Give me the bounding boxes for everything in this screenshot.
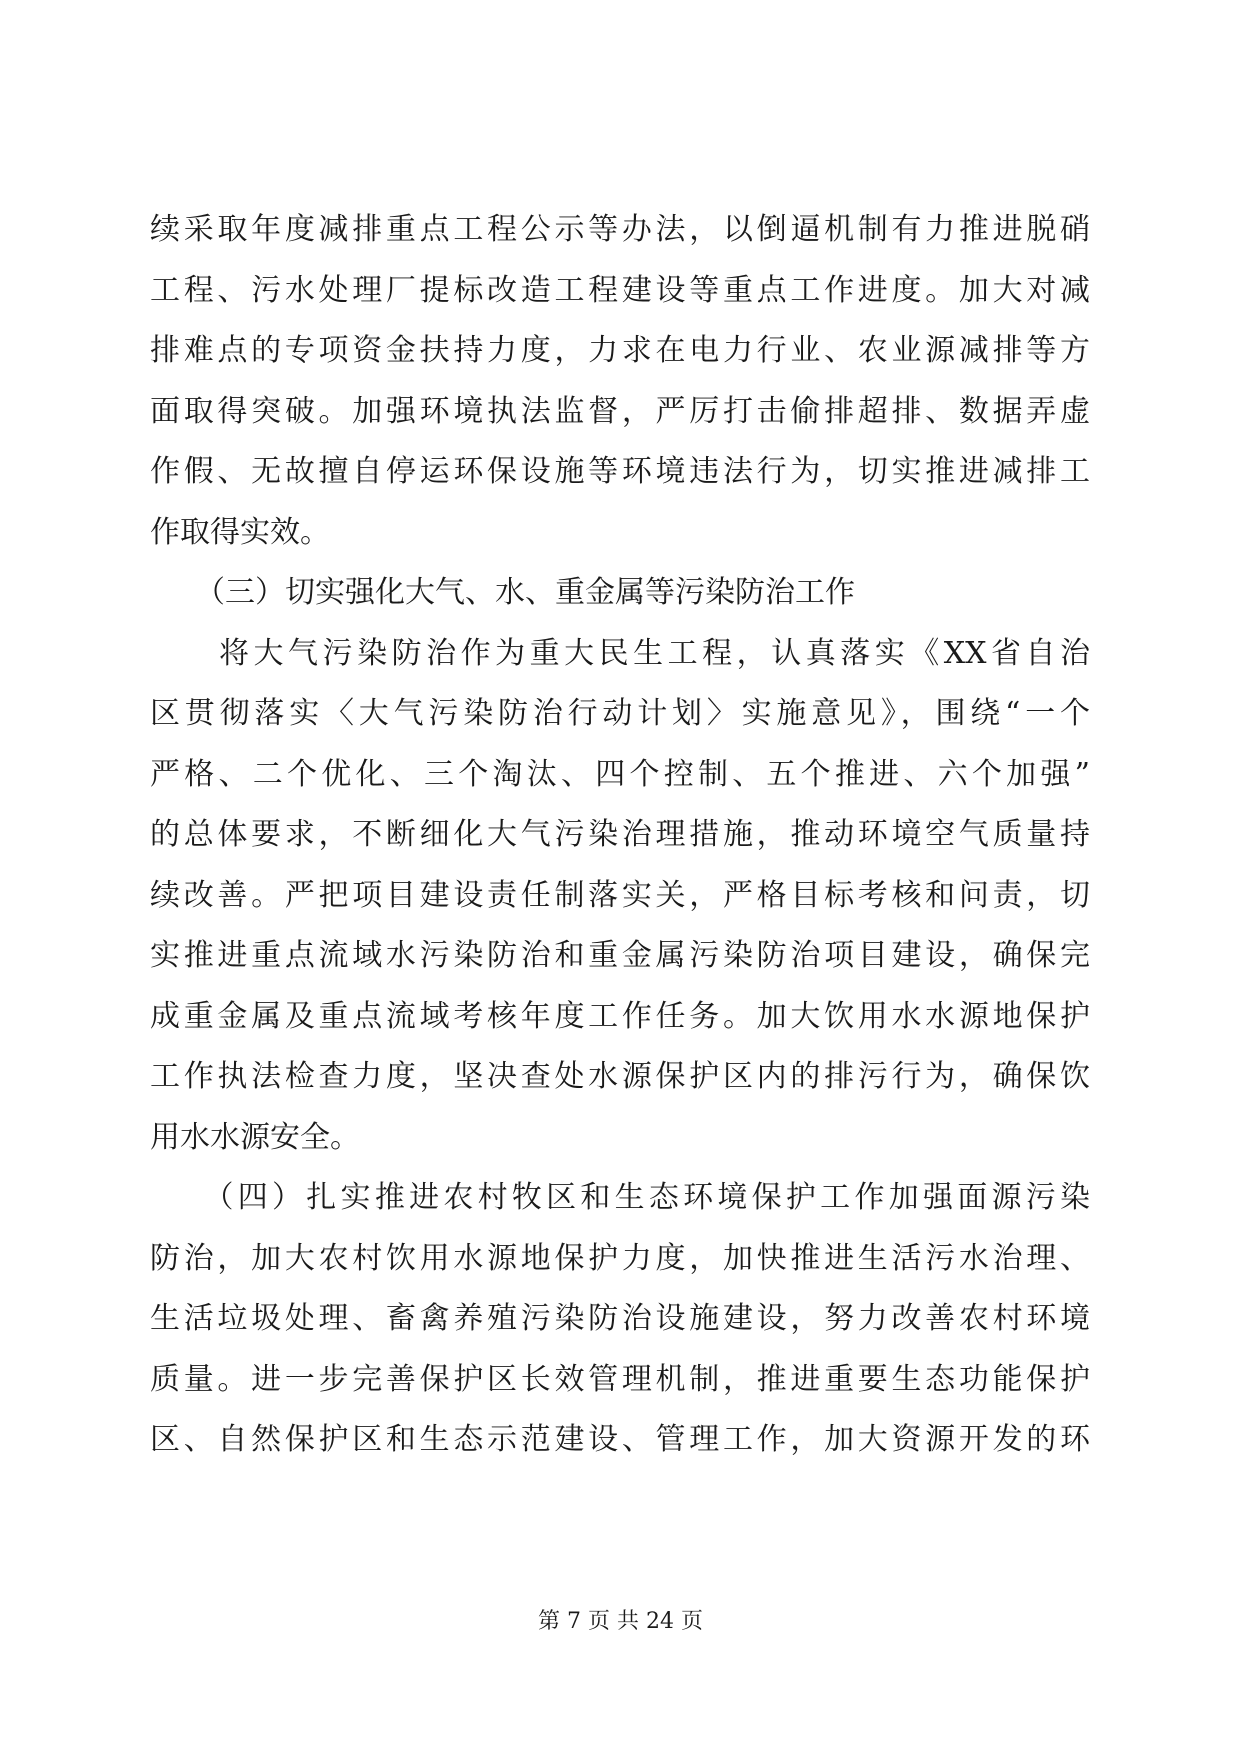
text-line: 区贯彻落实〈大气污染防治行动计划〉实施意见》，围绕“一个 xyxy=(150,696,1090,731)
text-line: 面取得突破。加强环境执法监督，严厉打击偷排超排、数据弄虚 xyxy=(150,393,1090,429)
text-line: 防治，加大农村饮用水源地保护力度，加快推进生活污水治理、 xyxy=(150,1240,1090,1276)
body-text xyxy=(150,200,1090,1471)
text-line: 区、自然保护区和生态示范建设、管理工作，加大资源开发的环 xyxy=(150,1422,1090,1457)
text-line: 生活垃圾处理、畜禽养殖污染防治设施建设，努力改善农村环境 xyxy=(150,1301,1090,1336)
text-line: （四）扎实推进农村牧区和生态环境保护工作加强面源污染 xyxy=(150,1180,1090,1215)
text-line: 工程、污水处理厂提标改造工程建设等重点工作进度。加大对减 xyxy=(150,272,1090,308)
text-line: 将大气污染防治作为重大民生工程，认真落实《XX省自治 xyxy=(150,635,1090,671)
text-line: 作假、无故擅自停运环保设施等环境违法行为，切实推进减排工 xyxy=(150,454,1090,489)
text-line: 续采取年度减排重点工程公示等办法，以倒逼机制有力推进脱硝 xyxy=(150,212,1090,247)
paragraph xyxy=(150,624,1090,1169)
text-line: 严格、二个优化、三个淘汰、四个控制、五个推进、六个加强” xyxy=(150,756,1090,792)
text-line: 实推进重点流域水污染防治和重金属污染防治项目建设，确保完 xyxy=(150,938,1090,973)
section-heading xyxy=(150,563,1090,624)
paragraph xyxy=(150,1168,1090,1471)
text-line: 的总体要求，不断细化大气污染治理措施，推动环境空气质量持 xyxy=(150,817,1090,852)
text-line: 排难点的专项资金扶持力度，力求在电力行业、农业源减排等方 xyxy=(150,333,1090,368)
text-line: 用水水源安全。 xyxy=(150,1119,360,1155)
paragraph xyxy=(150,200,1090,563)
text-line: 工作执法检查力度，坚决查处水源保护区内的排污行为，确保饮 xyxy=(150,1059,1090,1094)
text-line: （三）切实强化大气、水、重金属等污染防治工作 xyxy=(150,575,855,610)
page-number-footer: 第 7 页 共 24 页 xyxy=(538,1609,703,1634)
text-line: 质量。进一步完善保护区长效管理机制，推进重要生态功能保护 xyxy=(150,1361,1090,1397)
text-line: 续改善。严把项目建设责任制落实关，严格目标考核和问责，切 xyxy=(150,877,1090,913)
text-line: 成重金属及重点流域考核年度工作任务。加大饮用水水源地保护 xyxy=(150,998,1090,1034)
text-line: 作取得实效。 xyxy=(150,514,330,550)
